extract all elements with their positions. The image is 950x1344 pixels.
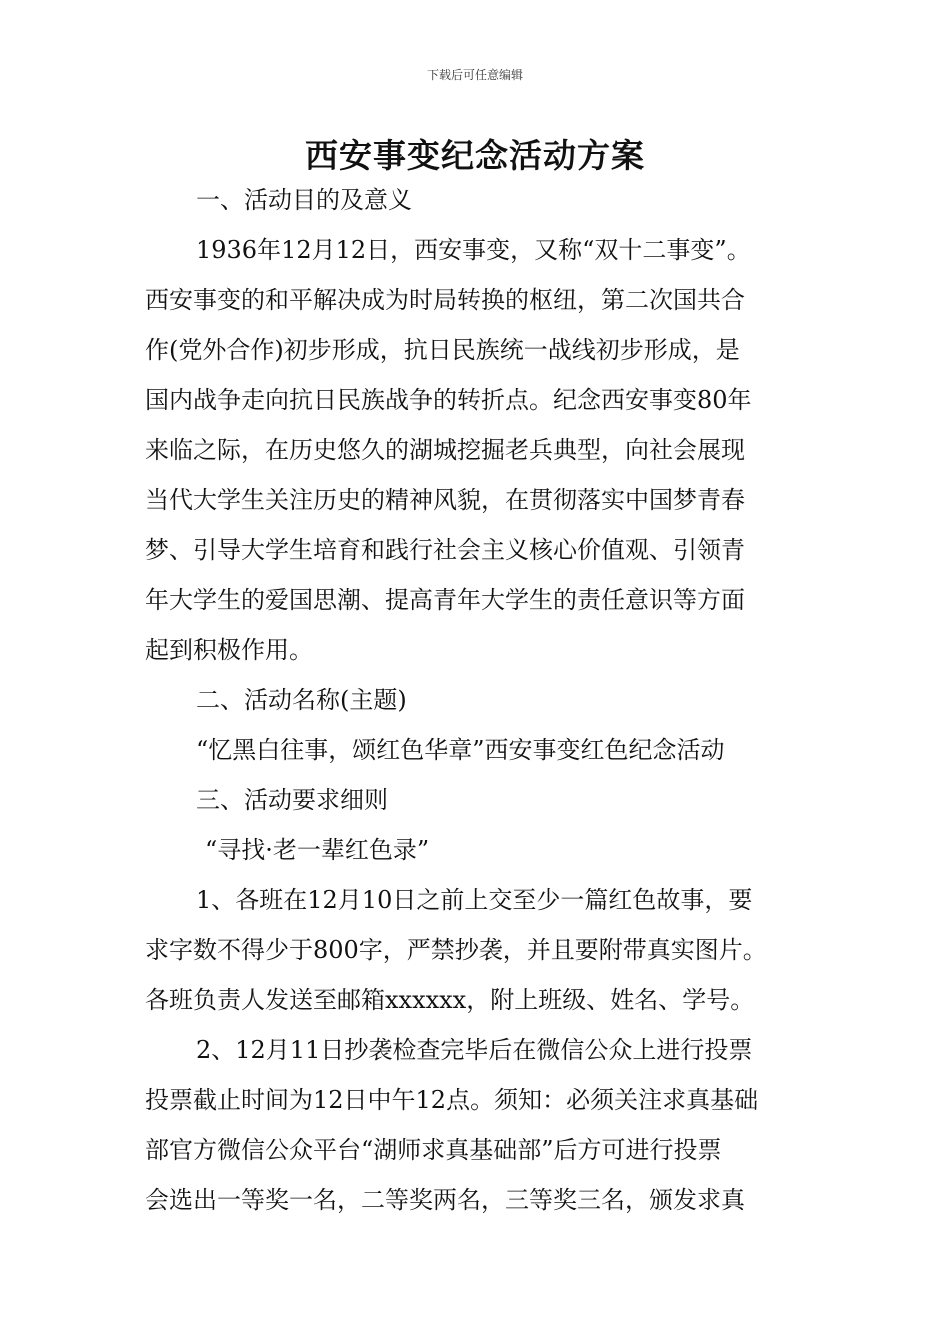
paragraph-line: 梦、引导大学生培育和践行社会主义核心价值观、引领青 bbox=[145, 536, 745, 564]
header-note: 下载后可任意编辑 bbox=[426, 68, 523, 82]
section-heading: 三、活动要求细则 bbox=[196, 786, 388, 814]
paragraph-line: 部官方微信公众平台“湖师求真基础部”后方可进行投票 bbox=[145, 1136, 722, 1164]
paragraph-line: 来临之际，在历史悠久的湖城挖掘老兵典型，向社会展现 bbox=[145, 436, 745, 464]
paragraph-line: 起到积极作用。 bbox=[145, 636, 313, 664]
section-heading: 一、活动目的及意义 bbox=[196, 186, 412, 214]
document-body bbox=[145, 175, 835, 1225]
paragraph-line: 1、各班在12月10日之前上交至少一篇红色故事，要 bbox=[196, 886, 753, 914]
paragraph-line: 2、12月11日抄袭检查完毕后在微信公众上进行投票 bbox=[196, 1036, 753, 1064]
paragraph-line: 求字数不得少于800字，严禁抄袭，并且要附带真实图片。 bbox=[145, 936, 767, 964]
paragraph-line: 1936年12月12日，西安事变，又称“双十二事变”。 bbox=[196, 236, 751, 264]
paragraph-line: 投票截止时间为12日中午12点。须知：必须关注求真基础 bbox=[145, 1086, 759, 1114]
section-heading: 二、活动名称(主题) bbox=[196, 686, 407, 714]
subsection-title: “寻找·老一辈红色录” bbox=[205, 836, 430, 864]
paragraph-line: 年大学生的爱国思潮、提高青年大学生的责任意识等方面 bbox=[145, 586, 745, 614]
paragraph-line: 各班负责人发送至邮箱xxxxxx，附上班级、姓名、学号。 bbox=[145, 986, 755, 1014]
document-title: 西安事变纪念活动方案 bbox=[305, 136, 645, 175]
paragraph-line: 西安事变的和平解决成为时局转换的枢纽，第二次国共合 bbox=[145, 286, 745, 314]
activity-theme: “忆黑白往事，颂红色华章”西安事变红色纪念活动 bbox=[196, 736, 725, 764]
paragraph-line: 当代大学生关注历史的精神风貌，在贯彻落实中国梦青春 bbox=[145, 486, 745, 514]
paragraph-line: 会选出一等奖一名，二等奖两名，三等奖三名，颁发求真 bbox=[145, 1186, 745, 1214]
paragraph-line: 作(党外合作)初步形成，抗日民族统一战线初步形成，是 bbox=[145, 336, 740, 364]
paragraph-line: 国内战争走向抗日民族战争的转折点。纪念西安事变80年 bbox=[145, 386, 752, 414]
